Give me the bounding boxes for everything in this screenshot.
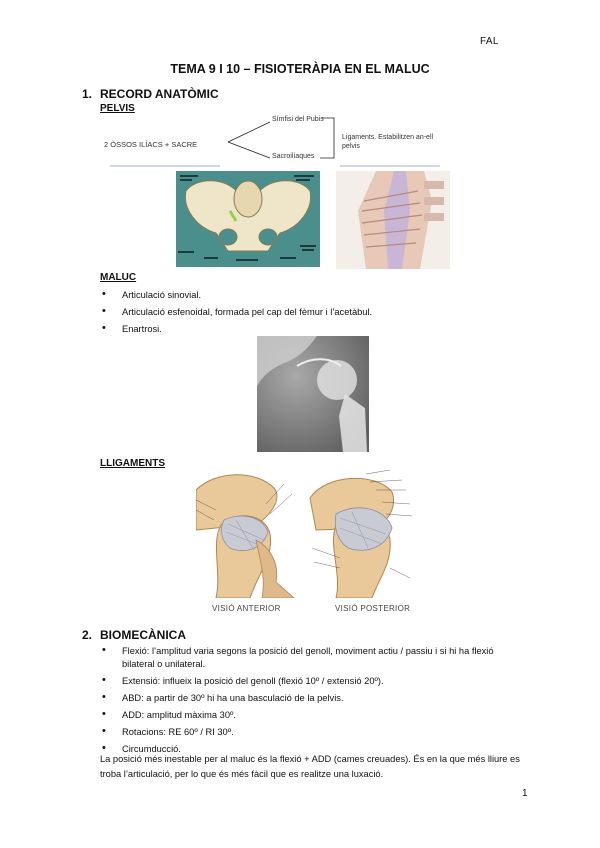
hip-ligaments-anterior-illustration [196,470,296,598]
biomecanica-item: • Flexió: l’amplitud varia segons la posició del genoll, moviment actiu / passiu i si hi ha flexió bilateral o unilateral. [122,645,527,671]
bracket-line-bottom [228,142,270,158]
diagram-branch-top: Símfisi del Pubis [272,116,324,123]
diagram-note: Ligaments. Estabilitzen an-ell pelvis [342,134,434,150]
biomecanica-item: • ADD: amplitud màxima 30º. [122,709,527,722]
section-1-number: 1. [82,87,93,101]
section-2-heading [82,628,186,642]
caption-posterior: VISIÓ POSTERIOR [335,604,411,613]
pelvis-subheading: PELVIS [100,103,135,114]
lligaments-subheading: LLIGAMENTS [100,458,165,469]
biomecanica-list [122,645,527,760]
pelvis-bracket-diagram [110,110,450,170]
biomecanica-item: • Extensió: influeix la posició del genoll (flexió 10º / extensió 20º). [122,675,527,688]
diagram-branch-bottom: Sacroilíaques [272,153,315,160]
pelvis-drawing [176,171,320,267]
sacroiliac-drawing [336,171,450,269]
posterior-drawing [306,468,416,598]
sacroiliac-ligaments-illustration [336,171,450,269]
page-number: 1 [522,788,528,799]
bracket-right [320,118,334,158]
pelvis-anterior-illustration [176,171,320,267]
caption-anterior: VISIÓ ANTERIOR [212,604,281,613]
xray-drawing [257,336,369,452]
page-header-author: FAL [480,36,499,47]
maluc-list [122,289,522,340]
section-2-number: 2. [82,628,93,642]
biomecanica-paragraph: La posició més inestable per al maluc és la flexió + ADD (cames creuades). És en la que més lliure es troba l’articulació, per lo que és més fàcil que es realitze una luxació. [100,754,520,779]
maluc-item: • Enartrosi. [122,323,522,336]
hip-ligaments-posterior-illustration [306,468,416,598]
section-1-heading [82,87,219,101]
biomecanica-item: • Rotacions: RE 60º / RI 30º. [122,726,527,739]
biomecanica-item: • Circumducció. [122,743,527,756]
anterior-drawing [196,470,296,598]
section-2-title: BIOMECÀNICA [100,628,186,642]
diagram-root-label: 2 ÒSSOS ILÍACS + SACRE [104,140,198,149]
bracket-line-top [228,122,270,142]
maluc-subheading: MALUC [100,272,137,283]
hip-xray-image [257,336,369,452]
section-1-title: RECORD ANATÒMIC [100,87,219,101]
maluc-item: • Articulació sinovial. [122,289,522,302]
document-title: TEMA 9 I 10 – FISIOTERÀPIA EN EL MALUC [170,62,430,76]
maluc-item: • Articulació esfenoidal, formada pel cap del fèmur i l’acetàbul. [122,306,522,319]
biomecanica-item: • ABD: a partir de 30º hi ha una basculació de la pelvis. [122,692,527,705]
